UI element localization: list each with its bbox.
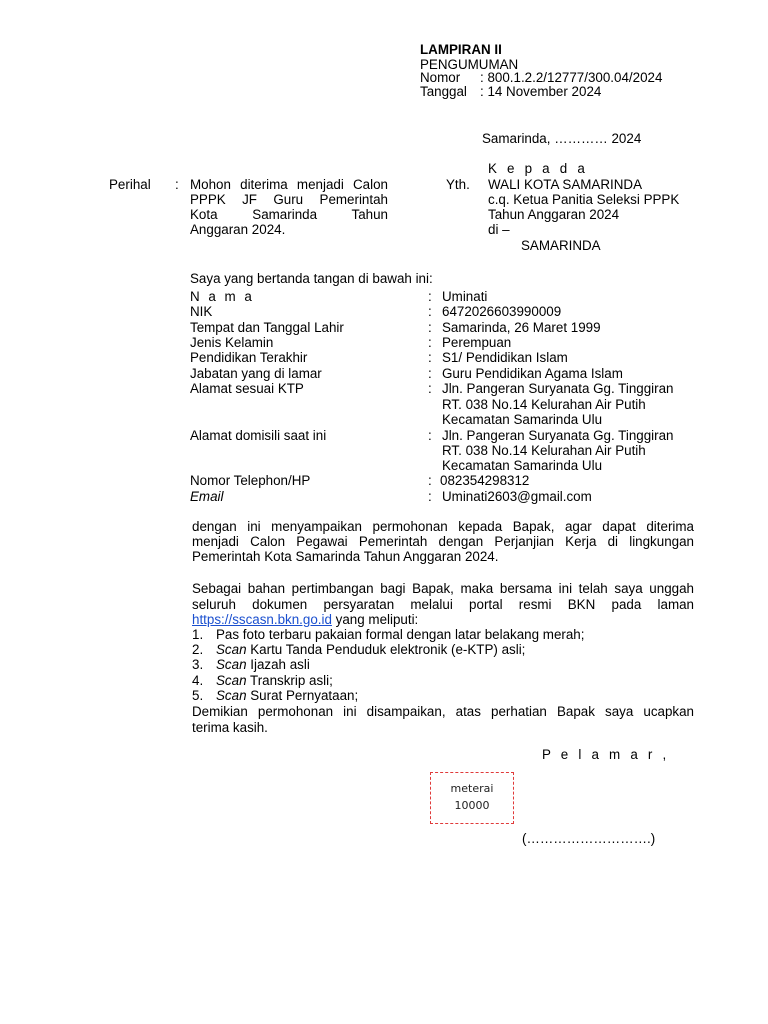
list-item	[192, 673, 333, 689]
identity-value: Samarinda, 26 Maret 1999	[442, 320, 601, 335]
identity-colon: :	[428, 335, 432, 350]
signature-role: P e l a m a r ,	[542, 747, 670, 762]
body-link-line	[192, 612, 418, 628]
identity-label: Alamat sesuai KTP	[190, 381, 304, 396]
identity-label: Pendidikan Terakhir	[190, 350, 308, 365]
list-emphasis: Scan	[216, 657, 247, 672]
tanggal-label: Tanggal	[420, 84, 467, 99]
identity-value: RT. 038 No.14 Kelurahan Air Putih	[442, 443, 646, 458]
list-item	[192, 627, 584, 643]
identity-label: N a m a	[190, 289, 255, 304]
recipient-line: di –	[488, 222, 510, 237]
list-item	[192, 657, 310, 673]
identity-label: Jabatan yang di lamar	[190, 366, 322, 381]
body-line: dengan ini menyampaikan permohonan kepada Bapak, agar dapat diterima	[192, 519, 694, 534]
body-line: Pemerintah Kota Samarinda Tahun Anggaran 2024.	[192, 549, 499, 564]
identity-label: Email	[190, 489, 224, 504]
body-line-tail: yang meliputi:	[331, 612, 419, 627]
attachment-subtitle: PENGUMUMAN	[420, 57, 519, 72]
identity-value: 082354298312	[440, 473, 530, 488]
list-number: 4.	[192, 673, 204, 688]
list-text: Pas foto terbaru pakaian formal dengan latar belakang merah;	[216, 627, 585, 642]
body-line: Sebagai bahan pertimbangan bagi Bapak, maka bersama ini telah saya unggah	[192, 581, 694, 596]
identity-label: Alamat domisili saat ini	[190, 428, 327, 443]
perihal-label: Perihal	[109, 177, 151, 192]
identity-colon: :	[428, 381, 432, 396]
identity-colon: :	[428, 366, 432, 381]
perihal-line: PPPK JF Guru Pemerintah	[190, 192, 388, 207]
list-item	[192, 688, 358, 704]
identity-label: Tempat dan Tanggal Lahir	[190, 320, 344, 335]
kepada-label: K e p a d a	[488, 161, 588, 176]
list-number: 1.	[192, 627, 204, 642]
list-number: 5.	[192, 688, 204, 703]
identity-value: Guru Pendidikan Agama Islam	[442, 366, 623, 381]
body-line: menjadi Calon Pegawai Pemerintah dengan Perjanjian Kerja di lingkungan	[192, 534, 694, 549]
identity-label: Jenis Kelamin	[190, 335, 274, 350]
identity-value: Perempuan	[442, 335, 512, 350]
list-text: Surat Pernyataan;	[246, 688, 359, 703]
identity-colon: :	[428, 489, 432, 504]
place-date: Samarinda, ………… 2024	[482, 131, 642, 146]
identity-value: Kecamatan Samarinda Ulu	[442, 458, 603, 473]
perihal-line: Anggaran 2024.	[190, 222, 286, 237]
identity-label: Nomor Telephon/HP	[190, 473, 311, 488]
list-number: 2.	[192, 642, 204, 657]
recipient-line: c.q. Ketua Panitia Seleksi PPPK	[488, 192, 680, 207]
intro-text: Saya yang bertanda tangan di bawah ini:	[190, 271, 433, 286]
recipient-line: Tahun Anggaran 2024	[488, 207, 620, 222]
identity-colon: :	[428, 350, 432, 365]
stamp-line: 10000	[454, 799, 490, 812]
identity-value: Jln. Pangeran Suryanata Gg. Tinggiran	[442, 428, 674, 443]
identity-value: Uminati	[442, 289, 488, 304]
body-line: seluruh dokumen persyaratan melalui portal resmi BKN pada laman	[192, 597, 694, 612]
list-text: Transkrip asli;	[246, 673, 333, 688]
identity-value: Kecamatan Samarinda Ulu	[442, 412, 603, 427]
nomor-value: : 800.1.2.2/12777/300.04/2024	[480, 70, 663, 85]
identity-colon: :	[428, 320, 432, 335]
signature-name-placeholder: (……………………….)	[522, 831, 656, 846]
list-emphasis: Scan	[216, 642, 247, 657]
list-number: 3.	[192, 657, 204, 672]
bkn-portal-link[interactable]: https://sscasn.bkn.go.id	[192, 612, 332, 627]
identity-value: Jln. Pangeran Suryanata Gg. Tinggiran	[442, 381, 674, 396]
recipient-line: WALI KOTA SAMARINDA	[488, 177, 643, 192]
stamp-line: meterai	[450, 782, 494, 795]
identity-value: S1/ Pendidikan Islam	[442, 350, 568, 365]
identity-colon: :	[428, 289, 432, 304]
identity-colon: :	[428, 473, 432, 488]
identity-colon: :	[428, 428, 432, 443]
identity-colon: :	[428, 304, 432, 319]
yth-label: Yth.	[446, 177, 470, 192]
identity-value: Uminati2603@gmail.com	[442, 489, 592, 504]
perihal-colon: :	[175, 177, 179, 192]
closing-line: Demikian permohonan ini disampaikan, atas perhatian Bapak saya ucapkan	[192, 704, 694, 719]
list-text: Ijazah asli	[246, 657, 310, 672]
closing-line: terima kasih.	[192, 720, 268, 735]
tanggal-value: : 14 November 2024	[480, 84, 602, 99]
identity-value: 6472026603990009	[442, 304, 562, 319]
perihal-line: Mohon diterima menjadi Calon	[190, 177, 388, 192]
identity-label: NIK	[190, 304, 213, 319]
meterai-stamp	[430, 772, 514, 824]
list-item	[192, 642, 525, 658]
attachment-title: LAMPIRAN II	[420, 42, 502, 57]
perihal-line: Kota Samarinda Tahun	[190, 207, 388, 222]
nomor-label: Nomor	[420, 70, 461, 85]
list-emphasis: Scan	[216, 688, 247, 703]
list-emphasis: Scan	[216, 673, 247, 688]
recipient-city: SAMARINDA	[521, 238, 601, 253]
list-text: Kartu Tanda Penduduk elektronik (e-KTP) asli;	[246, 642, 526, 657]
identity-value: RT. 038 No.14 Kelurahan Air Putih	[442, 397, 646, 412]
